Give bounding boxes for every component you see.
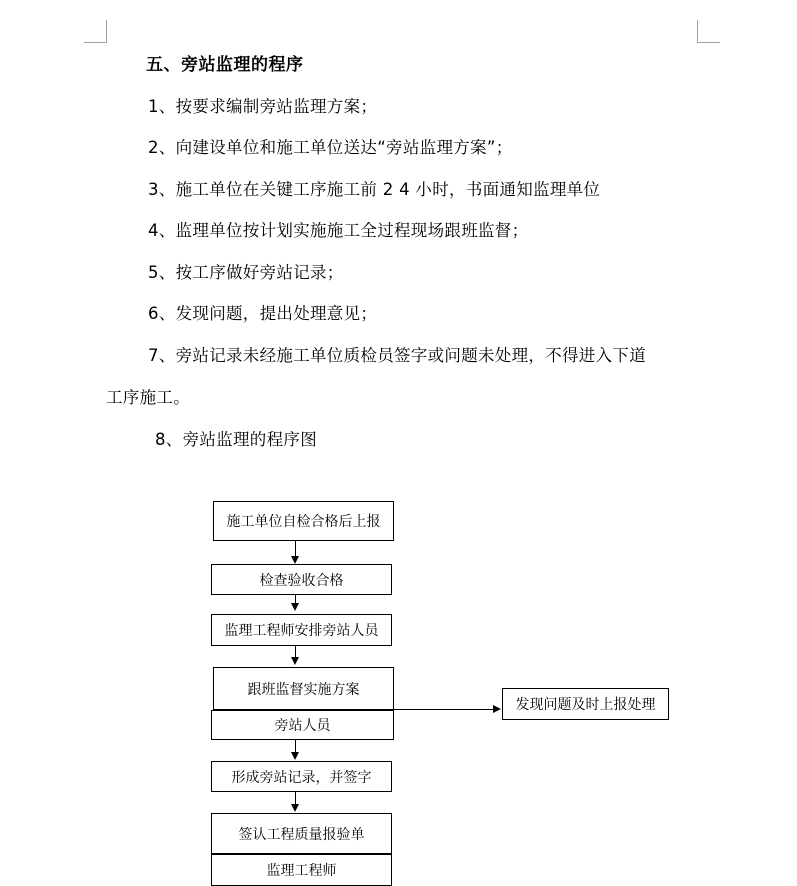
arrow-down-icon <box>291 556 299 564</box>
flow-step-supervise: 跟班监督实施方案 <box>213 667 394 710</box>
flow-step-quality-form: 签认工程质量报验单 <box>211 813 392 854</box>
list-item: 4、监理单位按计划实施施工全过程现场跟班监督； <box>148 221 529 240</box>
list-item: 5、按工序做好旁站记录； <box>148 263 344 282</box>
flow-step-inspection: 检查验收合格 <box>211 564 392 595</box>
arrow-right-icon <box>493 705 501 713</box>
list-item: 7、旁站记录未经施工单位质检员签字或问题未处理，不得进入下道 <box>148 346 646 365</box>
flow-step-supervising-engineer: 监理工程师 <box>211 854 392 886</box>
list-item: 1、按要求编制旁站监理方案； <box>148 97 378 116</box>
arrow-down-icon <box>291 752 299 760</box>
flow-step-record-sign: 形成旁站记录，并签字 <box>211 761 392 792</box>
list-item: 2、向建设单位和施工单位送达“旁站监理方案”； <box>148 138 513 157</box>
list-item: 6、发现问题，提出处理意见； <box>148 304 378 323</box>
arrow-down-icon <box>291 804 299 812</box>
list-item-continuation: 工序施工。 <box>106 388 190 407</box>
arrow-down-icon <box>291 657 299 665</box>
flow-side-report-issues: 发现问题及时上报处理 <box>502 688 669 720</box>
page-corner-top-right <box>697 20 720 43</box>
flow-step-onsite-staff: 旁站人员 <box>211 710 394 740</box>
list-item: 8、旁站监理的程序图 <box>155 430 317 449</box>
list-item: 3、施工单位在关键工序施工前 2 4 小时，书面通知监理单位 <box>148 180 601 199</box>
page-corner-top-left <box>84 20 107 43</box>
flow-step-self-check: 施工单位自检合格后上报 <box>213 501 394 541</box>
flow-connector <box>394 709 494 710</box>
section-heading: 五、旁站监理的程序 <box>146 55 304 75</box>
flow-step-assign-staff: 监理工程师安排旁站人员 <box>211 614 392 646</box>
arrow-down-icon <box>291 603 299 611</box>
